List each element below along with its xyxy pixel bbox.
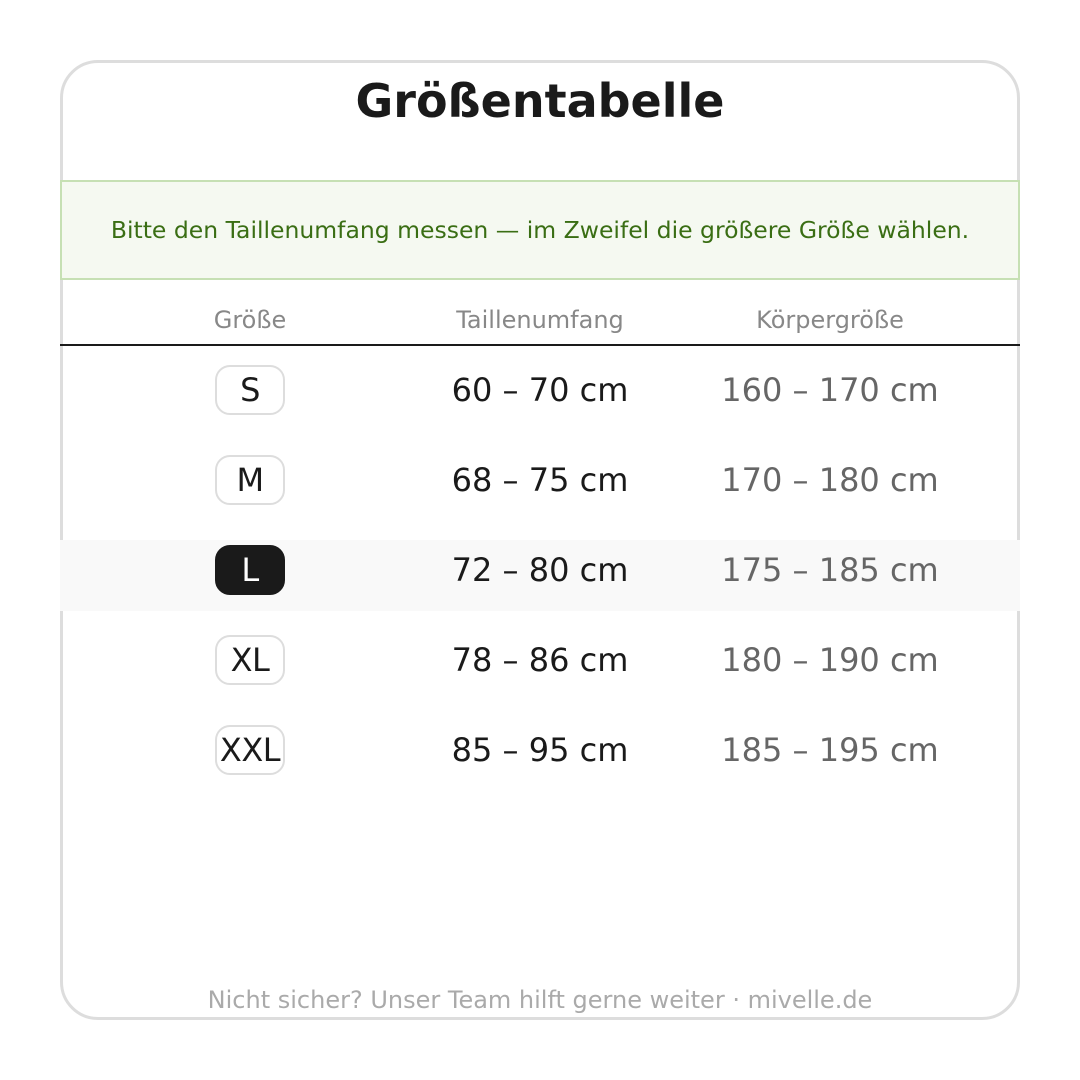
column-header-waist: Taillenumfang xyxy=(456,306,624,334)
footer-help-text: Nicht sicher? Unser Team hilft gerne weiter · mivelle.de xyxy=(207,986,873,1014)
table-row[interactable] xyxy=(60,715,1020,786)
waist-value: 72 – 80 cm xyxy=(451,551,629,589)
header-divider xyxy=(60,344,1020,346)
measurement-notice xyxy=(60,180,1020,280)
page-title: Größentabelle xyxy=(355,74,725,128)
size-pill-s[interactable]: S xyxy=(215,365,285,415)
size-pill-l-selected[interactable]: L xyxy=(215,545,285,595)
column-header-size: Größe xyxy=(213,306,287,334)
table-header xyxy=(60,296,1020,344)
height-value: 175 – 185 cm xyxy=(721,551,939,589)
height-value: 160 – 170 cm xyxy=(721,371,939,409)
column-header-height: Körpergröße xyxy=(756,306,904,334)
waist-value: 85 – 95 cm xyxy=(451,731,629,769)
notice-text: Bitte den Taillenumfang messen — im Zweifel die größere Größe wählen. xyxy=(110,216,970,244)
height-value: 170 – 180 cm xyxy=(721,461,939,499)
table-row[interactable] xyxy=(60,445,1020,516)
size-pill-xxl[interactable]: XXL xyxy=(215,725,285,775)
height-value: 185 – 195 cm xyxy=(721,731,939,769)
size-pill-xl[interactable]: XL xyxy=(215,635,285,685)
height-value: 180 – 190 cm xyxy=(721,641,939,679)
table-row[interactable] xyxy=(60,355,1020,426)
table-row[interactable] xyxy=(60,625,1020,696)
waist-value: 60 – 70 cm xyxy=(451,371,629,409)
table-row-selected[interactable] xyxy=(60,540,1020,611)
waist-value: 78 – 86 cm xyxy=(451,641,629,679)
waist-value: 68 – 75 cm xyxy=(451,461,629,499)
size-pill-m[interactable]: M xyxy=(215,455,285,505)
